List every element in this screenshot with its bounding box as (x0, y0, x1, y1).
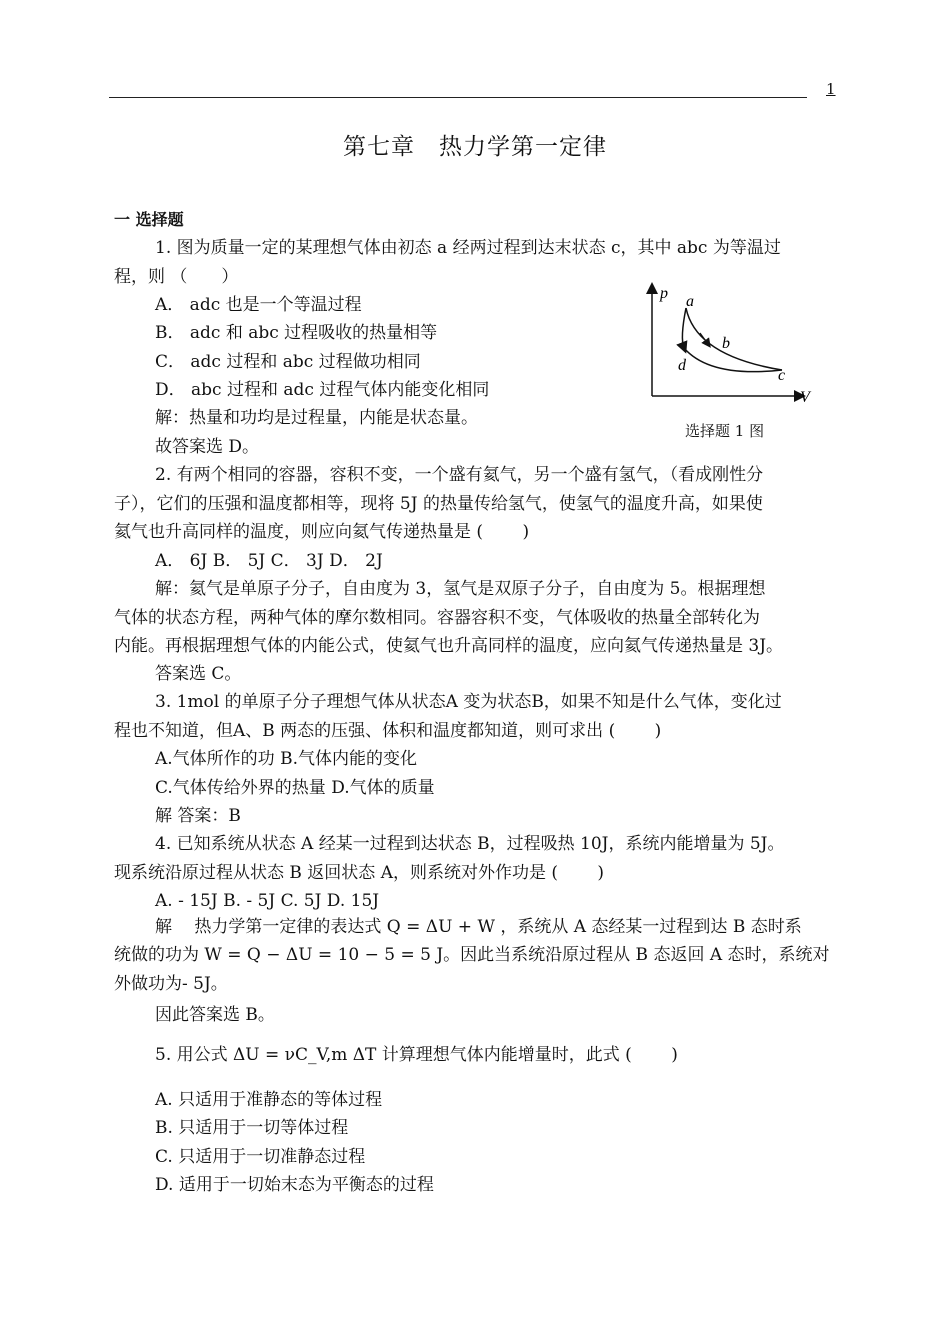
path-ad (682, 308, 686, 348)
q4-solution-3: 外做功为- 5J。 (114, 974, 228, 994)
q2-solution-1: 解：氦气是单原子分子，自由度为 3，氢气是双原子分子，自由度为 5。根据理想 (155, 579, 766, 599)
q4-solution-2: 统做的功为 W = Q − ΔU = 10 − 5 = 5 J。因此当系统沿原过程从 B 态返回 A 态时，系统对 (114, 945, 830, 965)
q3-line-1: 3. 1mol 的单原子分子理想气体从状态A 变为状态B，如果不知是什么气体，变化过 (155, 692, 782, 712)
page-number: 1 (826, 80, 836, 98)
q3-line-2: 程也不知道，但A、B 两态的压强、体积和温度都知道，则可求出 ( ) (114, 721, 662, 741)
q3-answer: 解 答案：B (155, 806, 241, 826)
header-rule (109, 97, 807, 98)
q5-option-b: B. 只适用于一切等体过程 (155, 1118, 349, 1138)
q4-solution-1: 解 热力学第一定律的表达式 Q = ΔU + W ，系统从 A 态经某一过程到达 B 态时系 (155, 917, 802, 937)
path-dc (684, 348, 782, 372)
arrow-ab (700, 333, 708, 344)
q5-line-1: 5. 用公式 ΔU = νC_V,m ΔT 计算理想气体内能增量时，此式 ( ) (155, 1045, 678, 1065)
q5-option-d: D. 适用于一切始末态为平衡态的过程 (155, 1175, 434, 1195)
label-a: a (686, 293, 694, 310)
section-heading: 一 选择题 (114, 210, 184, 229)
label-b: b (722, 335, 730, 352)
q3-options-cd: C.气体传给外界的热量 D.气体的质量 (155, 778, 435, 798)
q4-line-2: 现系统沿原过程从状态 B 返回状态 A，则系统对外作功是 ( ) (114, 863, 605, 883)
label-c: c (778, 367, 786, 384)
q4-line-1: 4. 已知系统从状态 A 经某一过程到达状态 B，过程吸热 10J，系统内能增量为 5J。 (155, 834, 785, 854)
pv-diagram (630, 278, 820, 408)
label-p: p (660, 285, 668, 302)
q1-option-a: A． adc 也是一个等温过程 (155, 295, 362, 315)
q2-solution-2: 气体的状态方程，两种气体的摩尔数相同。容器容积不变，气体吸收的热量全部转化为 (114, 608, 760, 628)
q2-line-3: 氦气也升高同样的温度，则应向氦气传递热量是 ( ) (114, 522, 530, 542)
q1-line-1: 1. 图为质量一定的某理想气体由初态 a 经两过程到达末状态 c，其中 abc 为等温过 (155, 238, 781, 258)
q3-options-ab: A.气体所作的功 B.气体内能的变化 (155, 749, 417, 769)
q2-line-2: 子），它们的压强和温度都相等，现将 5J 的热量传给氢气，使氢气的温度升高，如果使 (114, 494, 763, 514)
figure-caption: 选择题 1 图 (685, 422, 765, 440)
q1-answer: 故答案选 D。 (155, 437, 260, 457)
q2-answer: 答案选 C。 (155, 664, 242, 684)
q1-line-2: 程，则 （ ） (114, 267, 239, 287)
q2-solution-3: 内能。再根据理想气体的内能公式，使氦气也升高同样的温度，应向氦气传递热量是 3J。 (114, 636, 784, 656)
label-v: V (800, 389, 810, 406)
q1-solution: 解：热量和功均是过程量，内能是状态量。 (155, 408, 478, 428)
q2-options: A． 6J B． 5J C． 3J D． 2J (155, 551, 383, 571)
q2-line-1: 2. 有两个相同的容器，容积不变，一个盛有氦气，另一个盛有氢气，（看成刚性分 (155, 465, 764, 485)
q5-option-c: C. 只适用于一切准静态过程 (155, 1147, 366, 1167)
q4-options: A. - 15J B. - 5J C. 5J D. 15J (155, 891, 380, 911)
q1-option-c: C． adc 过程和 abc 过程做功相同 (155, 352, 421, 372)
label-d: d (678, 357, 686, 374)
q1-option-b: B． adc 和 abc 过程吸收的热量相等 (155, 323, 438, 343)
q5-option-a: A. 只适用于准静态的等体过程 (155, 1090, 383, 1110)
q1-option-d: D． abc 过程和 adc 过程气体内能变化相同 (155, 380, 490, 400)
chapter-title: 第七章 热力学第一定律 (343, 134, 607, 160)
q4-answer: 因此答案选 B。 (155, 1005, 275, 1025)
